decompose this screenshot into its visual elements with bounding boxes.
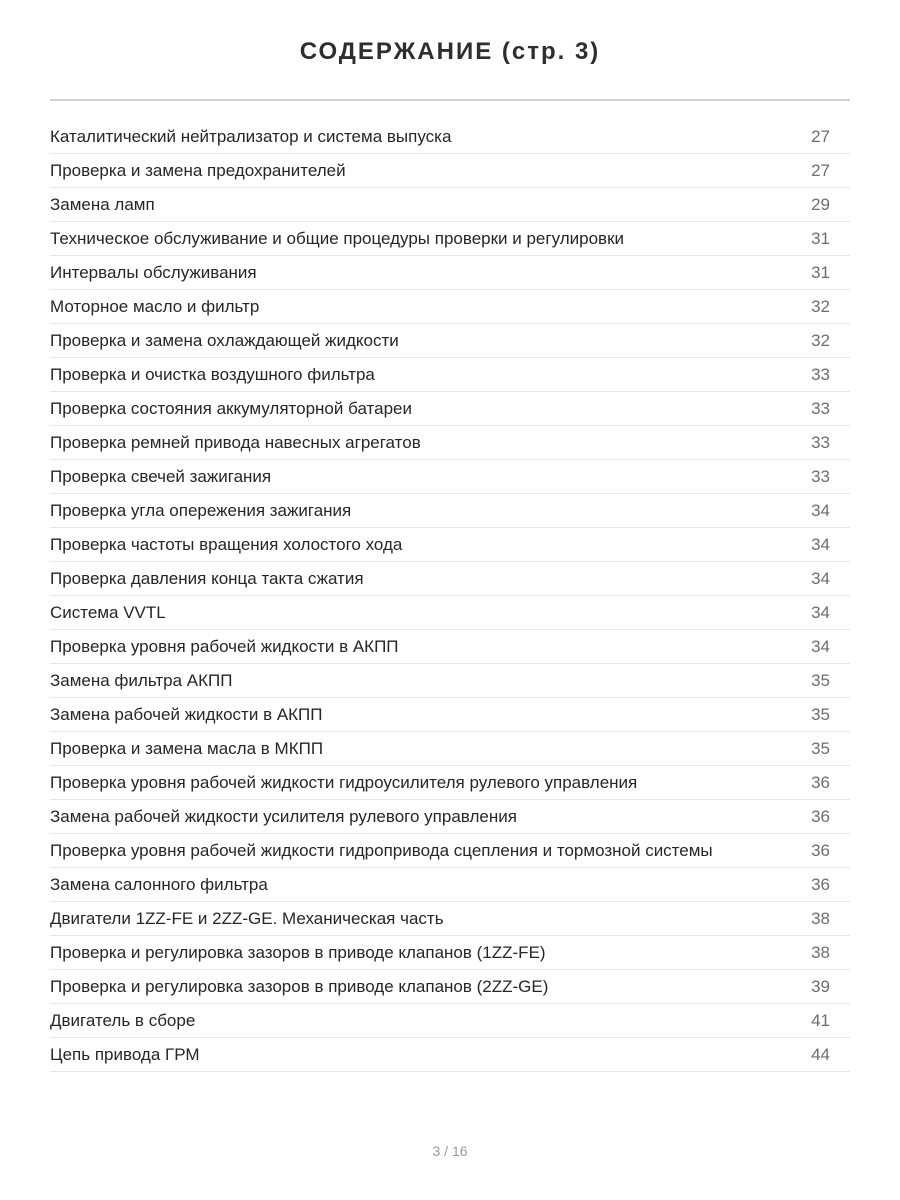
toc-entry[interactable]: [50, 800, 850, 834]
toc-entry-title: Двигатели 1ZZ-FE и 2ZZ-GE. Механическая часть: [50, 908, 444, 928]
toc-entry-title: Замена рабочей жидкости усилителя рулевого управления: [50, 806, 517, 826]
toc-entry-page: 41: [811, 1010, 830, 1030]
toc-entry-title: Проверка частоты вращения холостого хода: [50, 534, 403, 554]
toc-entry-page: 31: [811, 228, 830, 248]
toc-entry-title: Проверка уровня рабочей жидкости гидроусилителя рулевого управления: [50, 772, 638, 792]
toc-entry-title: Проверка и замена масла в МКПП: [50, 738, 324, 758]
toc-entry-title: Проверка угла опережения зажигания: [50, 500, 352, 520]
toc-entry-title: Проверка уровня рабочей жидкости гидропривода сцепления и тормозной системы: [50, 840, 713, 860]
toc-entry[interactable]: [50, 936, 850, 970]
toc-entry-title: Замена ламп: [50, 194, 155, 214]
toc-entry[interactable]: [50, 698, 850, 732]
toc-entry-title: Проверка и замена охлаждающей жидкости: [50, 330, 399, 350]
toc-entry-title: Проверка и очистка воздушного фильтра: [50, 364, 375, 384]
page-title: СОДЕРЖАНИЕ (стр. 3): [299, 38, 601, 65]
toc-entry[interactable]: [50, 970, 850, 1004]
toc-entry[interactable]: [50, 630, 850, 664]
toc-entry-title: Проверка давления конца такта сжатия: [50, 568, 364, 588]
toc-entry-title: Моторное масло и фильтр: [50, 296, 260, 316]
toc-entry[interactable]: [50, 834, 850, 868]
toc-entry-page: 35: [811, 704, 830, 724]
toc-entry-page: 36: [811, 772, 830, 792]
toc-entry-title: Цепь привода ГРМ: [50, 1044, 200, 1064]
toc-entry-page: 32: [811, 330, 830, 350]
toc-entry-page: 34: [811, 602, 830, 622]
toc-entry-page: 34: [811, 568, 830, 588]
toc-entry-page: 38: [811, 942, 830, 962]
toc-entry-title: Интервалы обслуживания: [50, 262, 257, 282]
toc-entry-page: 38: [811, 908, 830, 928]
toc-entry-title: Система VVTL: [50, 602, 166, 622]
toc-entry[interactable]: [50, 324, 850, 358]
toc-entry[interactable]: [50, 426, 850, 460]
toc-entry-page: 27: [811, 160, 830, 180]
toc-entry[interactable]: [50, 222, 850, 256]
toc-entry-page: 33: [811, 398, 830, 418]
toc-entry-page: 27: [811, 126, 830, 146]
toc-entry-page: 44: [811, 1044, 830, 1064]
toc-entry-page: 39: [811, 976, 830, 996]
toc-entry-page: 35: [811, 738, 830, 758]
toc-entry[interactable]: [50, 596, 850, 630]
toc-entry-page: 34: [811, 500, 830, 520]
toc-entry-title: Проверка и регулировка зазоров в приводе клапанов (1ZZ-FE): [50, 942, 546, 962]
toc-entry-title: Двигатель в сборе: [50, 1010, 196, 1030]
toc-entry[interactable]: [50, 120, 850, 154]
toc-entry-title: Техническое обслуживание и общие процедуры проверки и регулировки: [50, 228, 625, 248]
toc-entry[interactable]: [50, 1004, 850, 1038]
toc-entry-title: Проверка и регулировка зазоров в приводе клапанов (2ZZ-GE): [50, 976, 549, 996]
toc-entry-title: Проверка состояния аккумуляторной батареи: [50, 398, 412, 418]
toc-entry[interactable]: [50, 256, 850, 290]
toc-entry[interactable]: [50, 562, 850, 596]
toc-entry[interactable]: [50, 528, 850, 562]
toc-entry-title: Замена фильтра АКПП: [50, 670, 233, 690]
toc-entry[interactable]: [50, 460, 850, 494]
toc-entry-page: 36: [811, 874, 830, 894]
toc-entry-page: 36: [811, 840, 830, 860]
table-of-contents: [50, 120, 850, 1072]
toc-entry-title: Каталитический нейтрализатор и система выпуска: [50, 126, 452, 146]
toc-entry[interactable]: [50, 154, 850, 188]
toc-entry-page: 36: [811, 806, 830, 826]
toc-entry[interactable]: [50, 902, 850, 936]
toc-entry[interactable]: [50, 358, 850, 392]
toc-entry-page: 33: [811, 364, 830, 384]
toc-entry-title: Проверка свечей зажигания: [50, 466, 272, 486]
toc-entry-page: 31: [811, 262, 830, 282]
toc-entry-page: 34: [811, 636, 830, 656]
toc-entry-title: Проверка и замена предохранителей: [50, 160, 346, 180]
toc-entry[interactable]: [50, 766, 850, 800]
toc-entry-title: Проверка ремней привода навесных агрегатов: [50, 432, 421, 452]
toc-entry[interactable]: [50, 392, 850, 426]
toc-entry-page: 35: [811, 670, 830, 690]
toc-entry-title: Замена рабочей жидкости в АКПП: [50, 704, 323, 724]
toc-entry[interactable]: [50, 494, 850, 528]
toc-entry[interactable]: [50, 868, 850, 902]
toc-entry[interactable]: [50, 732, 850, 766]
toc-entry-page: 34: [811, 534, 830, 554]
toc-entry[interactable]: [50, 1038, 850, 1072]
page-number: 3 / 16: [432, 1143, 468, 1159]
toc-entry-page: 32: [811, 296, 830, 316]
toc-entry[interactable]: [50, 290, 850, 324]
toc-entry[interactable]: [50, 188, 850, 222]
toc-entry[interactable]: [50, 664, 850, 698]
toc-entry-title: Проверка уровня рабочей жидкости в АКПП: [50, 636, 399, 656]
toc-entry-page: 33: [811, 466, 830, 486]
toc-entry-page: 29: [811, 194, 830, 214]
toc-entry-page: 33: [811, 432, 830, 452]
title-divider: [50, 99, 850, 101]
toc-entry-title: Замена салонного фильтра: [50, 874, 268, 894]
